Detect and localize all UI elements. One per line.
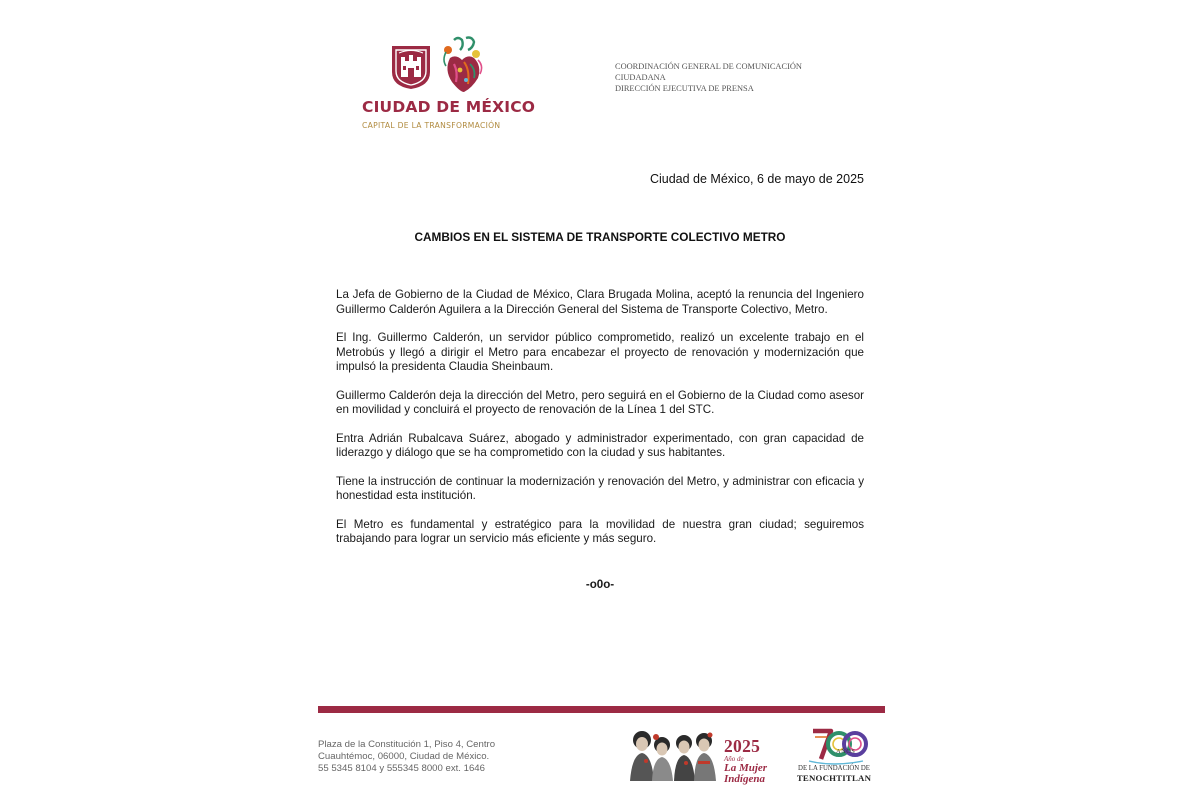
paragraph: El Ing. Guillermo Calderón, un servidor público comprometido, realizó un excelente trabajo en el Metrobús y llegó a dirigir el Metro para encabezar el proyecto de renovación y modernización que impulsó la presidenta Claudia Sheinbaum. — [336, 331, 864, 373]
date-line: Ciudad de México, 6 de mayo de 2025 — [649, 172, 864, 186]
mujer-indigena-logo — [724, 738, 774, 785]
footer-address — [318, 739, 495, 776]
end-mark: -o0o- — [585, 578, 615, 591]
mujer-small: Año de — [724, 755, 744, 763]
logo-tagline: CAPITAL DE LA TRANSFORMACIÓN — [362, 121, 501, 130]
paragraph: Guillermo Calderón deja la dirección del Metro, pero seguirá en el Gobierno de la Ciudad como asesor en movilidad y concluirá el proyecto de renovación de la Línea 1 del STC. — [336, 388, 864, 416]
document-title: CAMBIOS EN EL SISTEMA DE TRANSPORTE COLECTIVO METRO — [414, 230, 786, 244]
paragraph: Entra Adrián Rubalcava Suárez, abogado y administrador experimentado, con gran capacidad de liderazgo y diálogo que se ha comprometido con la ciudad y sus habitantes. — [336, 431, 864, 459]
mujer-line1: La Mujer — [724, 762, 768, 774]
office-line: COORDINACIÓN GENERAL DE COMUNICACIÓN — [615, 62, 802, 71]
office-line: DIRECCIÓN EJECUTIVA DE PRENSA — [615, 84, 754, 93]
address-line: Cuauhtémoc, 06000, Ciudad de México. — [318, 751, 490, 763]
address-line: Plaza de la Constitución 1, Piso 4, Centro — [318, 739, 496, 750]
office-line: CIUDADANA — [615, 73, 666, 82]
paragraph: La Jefa de Gobierno de la Ciudad de México, Clara Brugada Molina, aceptó la renuncia del Ingeniero Guillermo Calderón Aguilera a la Dirección General del Sistema de Transporte Colectivo, Metro. — [336, 288, 864, 316]
mujer-year: 2025 — [724, 736, 761, 756]
tenoch-line1: DE LA FUNDACIÓN DE — [798, 765, 870, 772]
indigenous-women-illustration — [628, 727, 720, 781]
tenoch-anos-label: AÑOS — [836, 748, 856, 755]
mujer-line2: Indígena — [724, 773, 765, 785]
footer-divider — [318, 706, 885, 713]
cdmx-shield-icon — [390, 44, 432, 90]
paragraph: El Metro es fundamental y estratégico para la movilidad de nuestra gran ciudad; seguiremos trabajando para lograr un servicio más eficiente y más seguro. — [336, 517, 864, 545]
office-heading — [615, 61, 802, 94]
address-line: 55 5345 8104 y 555345 8000 ext. 1646 — [318, 763, 485, 775]
anatomical-heart-icon — [440, 36, 484, 94]
tenochtitlan-700-logo — [793, 725, 875, 785]
seven-hundred-years-icon — [793, 725, 875, 769]
tenoch-line2: TENOCHTITLAN — [796, 773, 872, 783]
logo-title: CIUDAD DE MÉXICO — [362, 98, 536, 116]
body-text — [336, 288, 864, 561]
paragraph: Tiene la instrucción de continuar la modernización y renovación del Metro, y administrar con eficacia y honestidad esta institución. — [336, 474, 864, 502]
